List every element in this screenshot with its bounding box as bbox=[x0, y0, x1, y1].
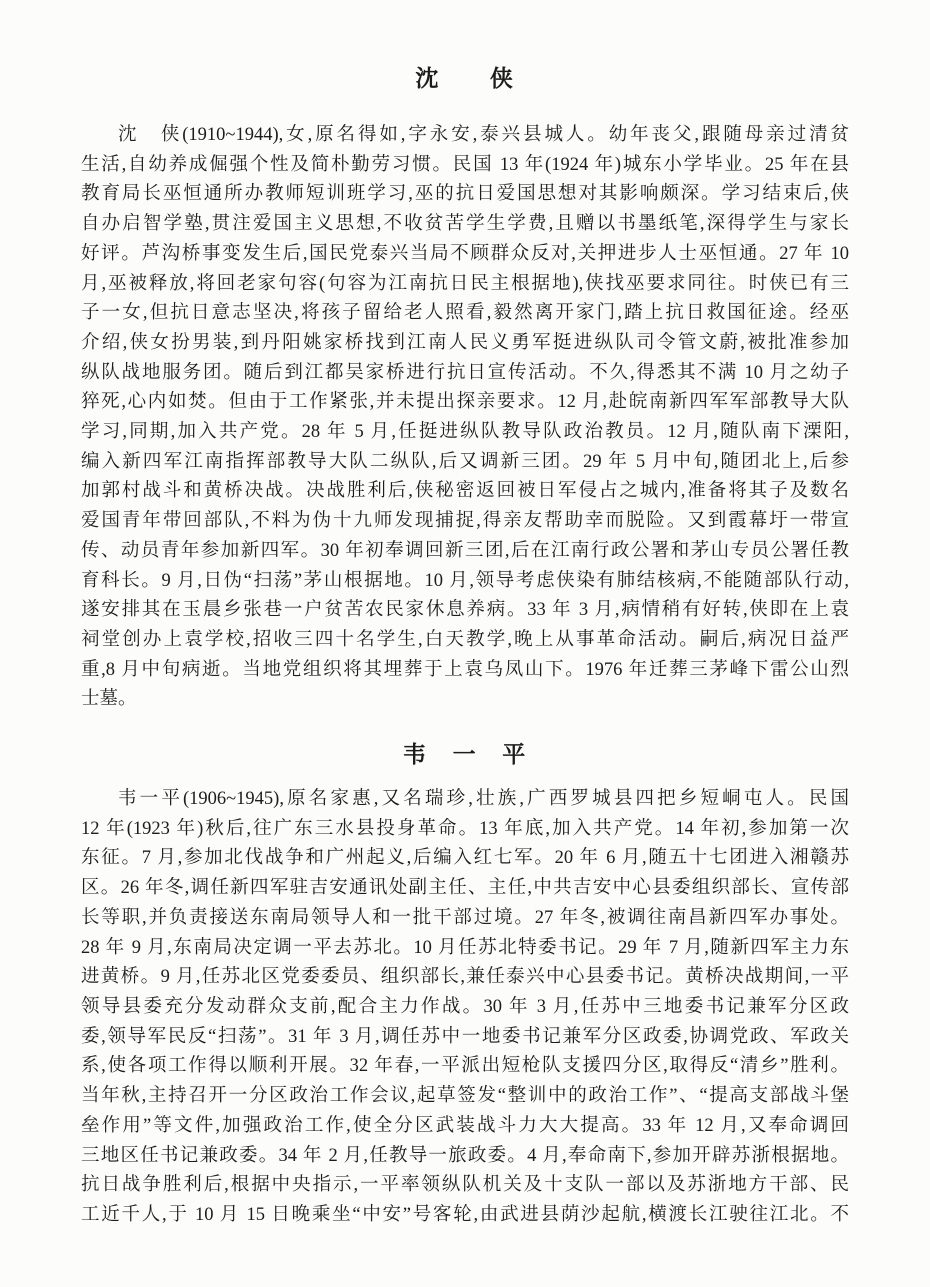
text-line: 生活,自幼养成倔强个性及简朴勤劳习惯。民国 13 年(1924 年)城东小学毕业。25 年在县 bbox=[81, 154, 849, 175]
text-line: 工近千人,于 10 月 15 日晚乘坐“中安”号客轮,由武进县荫沙起航,横渡长江驶往江北。不 bbox=[81, 1204, 849, 1225]
text-line: 12 年(1923 年)秋后,往广东三水县投身革命。13 年底,加入共产党。14 年初,参加第一次 bbox=[81, 818, 849, 839]
biography-paragraph-wei-yiping bbox=[81, 785, 849, 1231]
text-line: 遂安排其在玉晨乡张巷一户贫苦农民家休息养病。33 年 3 月,病情稍有好转,侠即在上袁 bbox=[81, 600, 849, 621]
text-line: 祠堂创办上袁学校,招收三四十名学生,白天教学,晚上从事革命活动。嗣后,病况日益严 bbox=[81, 629, 849, 650]
section-title-shen-xia: 沈 侠 bbox=[415, 66, 515, 91]
text-line: 垒作用”等文件,加强政治工作,使全分区武装战斗力大大提高。33 年 12 月,又奉命调回 bbox=[81, 1115, 849, 1136]
biography-section-shen-xia bbox=[81, 64, 849, 715]
text-line: 长等职,并负责接送东南局领导人和一批干部过境。27 年冬,被调往南昌新四军办事处。 bbox=[81, 907, 849, 928]
section-title-wei-yiping: 韦 一 平 bbox=[402, 742, 528, 768]
text-line: 子一女,但抗日意志坚决,将孩子留给老人照看,毅然离开家门,踏上抗日救国征途。经巫 bbox=[81, 303, 849, 324]
text-line: 爱国青年带回部队,不料为伪十九师发现捕捉,得亲友帮助幸而脱险。又到霞幕圩一带宣 bbox=[81, 511, 849, 532]
text-line: 重,8 月中旬病逝。当地党组织将其埋葬于上袁乌凤山下。1976 年迁葬三茅峰下雷公山烈 bbox=[81, 659, 849, 680]
text-line: 28 年 9 月,东南局决定调一平去苏北。10 月任苏北特委书记。29 年 7 月,随新四军主力东 bbox=[81, 937, 849, 958]
text-line: 委,领导军民反“扫荡”。31 年 3 月,调任苏中一地委书记兼军分区政委,协调党政、军政关 bbox=[81, 1026, 849, 1047]
text-line: 好评。芦沟桥事变发生后,国民党泰兴当局不顾群众反对,关押进步人士巫恒通。27 年 10 bbox=[81, 243, 849, 264]
text-line: 自办启智学塾,贯注爱国主义思想,不收贫苦学生学费,且赠以书墨纸笔,深得学生与家长 bbox=[81, 214, 849, 235]
text-line: 学习,同期,加入共产党。28 年 5 月,任挺进纵队教导队政治教员。12 月,随队南下溧阳, bbox=[81, 422, 849, 443]
biography-paragraph-shen-xia bbox=[81, 121, 849, 715]
text-line: 区。26 年冬,调任新四军驻吉安通讯处副主任、主任,中共吉安中心县委组织部长、宣传部 bbox=[81, 878, 849, 899]
text-line: 育科长。9 月,日伪“扫荡”茅山根据地。10 月,领导考虑侠染有肺结核病,不能随部队行动, bbox=[81, 570, 849, 591]
biography-section-wei-yiping bbox=[81, 740, 849, 1231]
text-line: 教育局长巫恒通所办教师短训班学习,巫的抗日爱国思想对其影响颇深。学习结束后,侠 bbox=[81, 184, 849, 205]
text-line: 编入新四军江南指挥部教导大队二纵队,后又调新三团。29 年 5 月中旬,随团北上,后参 bbox=[81, 451, 849, 472]
text-line: 东征。7 月,参加北伐战争和广州起义,后编入红七军。20 年 6 月,随五十七团进入湘赣苏 bbox=[81, 848, 849, 869]
text-line: 当年秋,主持召开一分区政治工作会议,起草签发“整训中的政治工作”、“提高支部战斗堡 bbox=[81, 1086, 849, 1107]
text-line: 进黄桥。9 月,任苏北区党委委员、组织部长,兼任泰兴中心县委书记。黄桥决战期间,一平 bbox=[81, 967, 849, 988]
text-line: 士墓。 bbox=[81, 689, 137, 710]
text-line: 纵队战地服务团。随后到江都吴家桥进行抗日宣传活动。不久,得悉其不满 10 月之幼子 bbox=[81, 362, 849, 383]
text-line: 领导县委充分发动群众支前,配合主力作战。30 年 3 月,任苏中三地委书记兼军分区政 bbox=[81, 996, 849, 1017]
text-line: 沈 侠(1910~1944),女,原名得如,字永安,泰兴县城人。幼年丧父,跟随母亲过清贫 bbox=[118, 125, 849, 145]
text-line: 加郭村战斗和黄桥决战。决战胜利后,侠秘密返回被日军侵占之城内,准备将其子及数名 bbox=[81, 481, 849, 502]
text-line: 月,巫被释放,将回老家句容(句容为江南抗日民主根据地),侠找巫要求同往。时侠已有三 bbox=[81, 273, 849, 294]
text-line: 猝死,心内如焚。但由于工作紧张,并未提出探亲要求。12 月,赴皖南新四军军部教导大队 bbox=[81, 392, 849, 413]
text-line: 抗日战争胜利后,根据中央指示,一平率领纵队机关及十支队一部以及苏浙地方干部、民 bbox=[81, 1175, 849, 1196]
text-line: 传、动员青年参加新四军。30 年初奉调回新三团,后在江南行政公署和茅山专员公署任教 bbox=[81, 540, 849, 561]
text-line: 三地区任书记兼政委。34 年 2 月,任教导一旅政委。4 月,奉命南下,参加开辟苏浙根据地。 bbox=[81, 1145, 849, 1166]
text-line: 介绍,侠女扮男装,到丹阳姚家桥找到江南人民义勇军挺进纵队司令管文蔚,被批准参加 bbox=[81, 332, 849, 353]
text-line: 系,使各项工作得以顺利开展。32 年春,一平派出短枪队支援四分区,取得反“清乡”胜利。 bbox=[81, 1056, 849, 1077]
text-line: 韦一平(1906~1945),原名家惠,又名瑞珍,壮族,广西罗城县四把乡短峒屯人。民国 bbox=[118, 789, 849, 810]
